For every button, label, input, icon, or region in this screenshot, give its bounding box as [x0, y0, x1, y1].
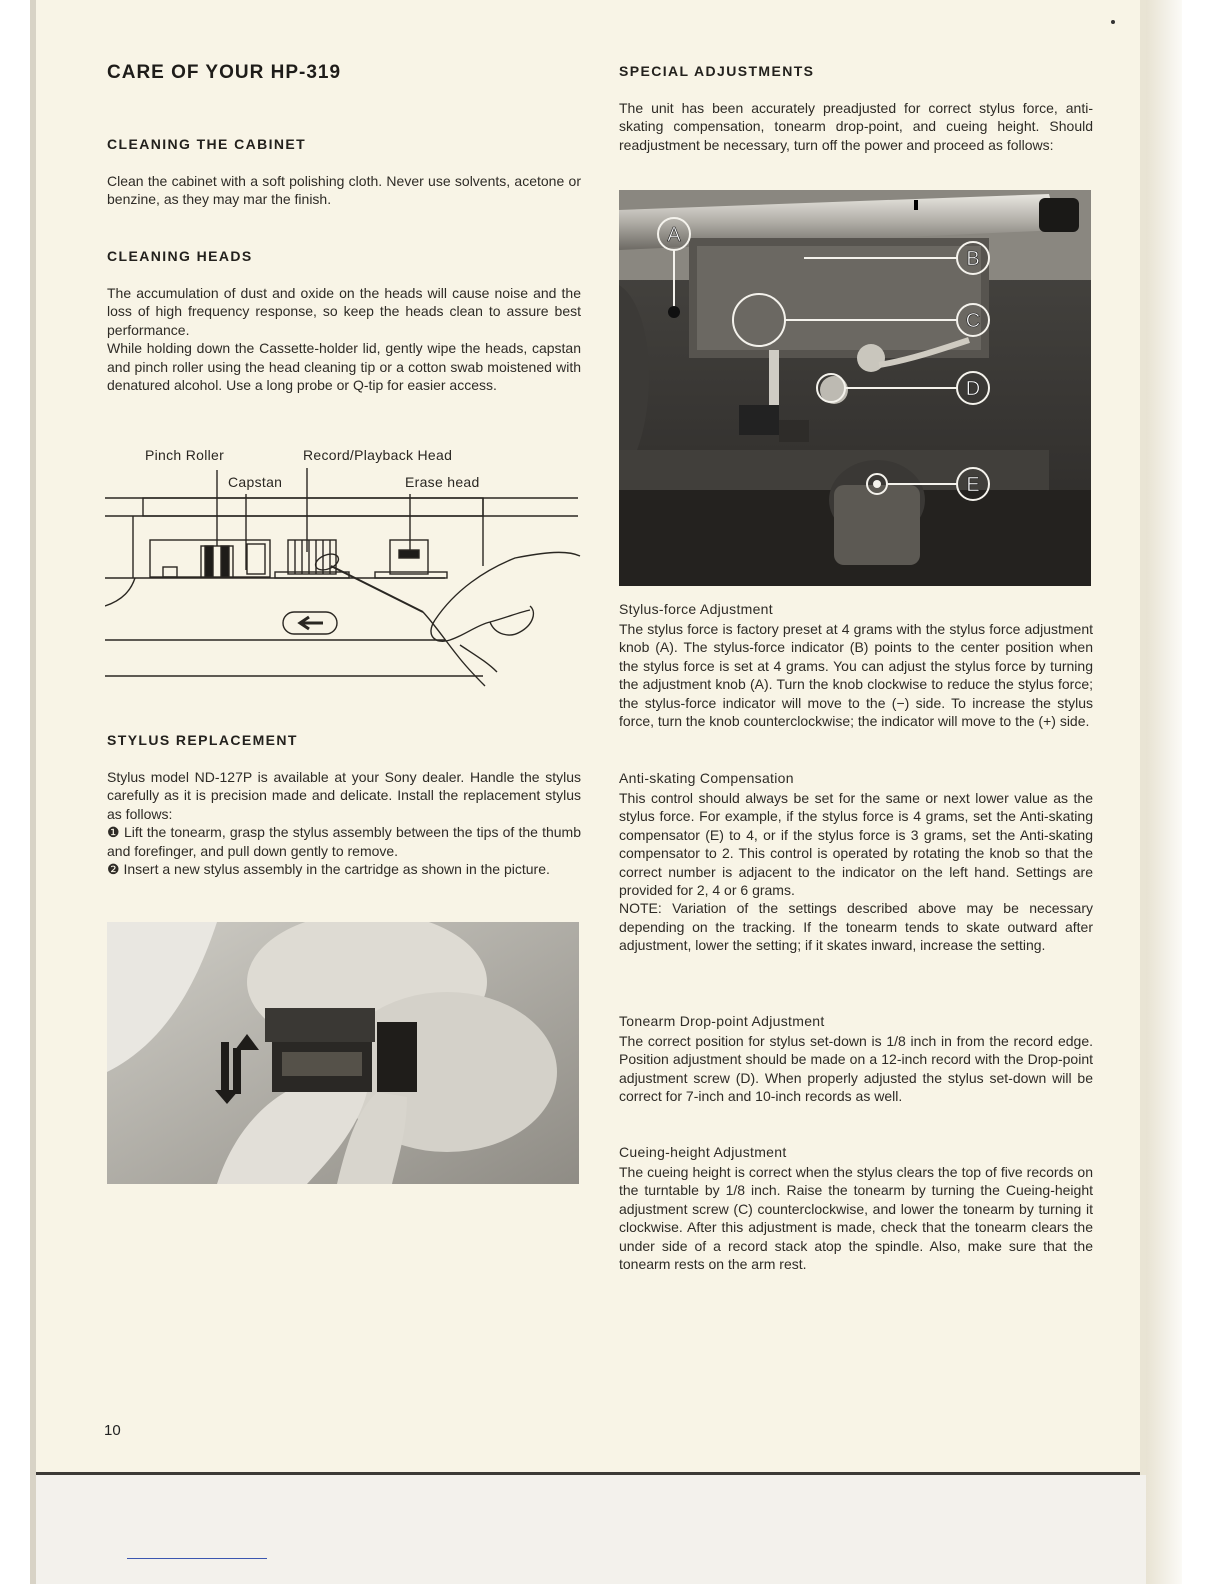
label-capstan: Capstan: [228, 474, 283, 490]
drop-point-heading: Tonearm Drop-point Adjustment: [619, 1013, 825, 1029]
cueing-paragraph: The cueing height is correct when the stylus clears the top of five records on the turntable by 1/8 inch. Raise the tonearm by turning the Cueing-height adjustment screw (C) counterclockwise, and lower the tonearm by turning it clockwise. After this adjustment is made, check that the tonearm clears the under side of a record stack atop the spindle. Also, make sure that the tonearm rests on the arm rest.: [619, 1164, 1093, 1273]
head-cleaning-diagram: [105, 440, 583, 690]
cleaning-heads-text: [107, 284, 581, 394]
stylus-force-text: [619, 620, 1093, 730]
cleaning-cabinet-heading: CLEANING THE CABINET: [107, 136, 307, 152]
scan-mark: [127, 1558, 267, 1559]
special-adjustments-heading: SPECIAL ADJUSTMENTS: [619, 63, 815, 79]
step-2-marker: ❷: [107, 861, 120, 878]
step-1-marker: ❶: [107, 824, 120, 841]
stylus-force-paragraph: The stylus force is factory preset at 4 grams with the stylus force adjustment knob (A). The stylus-force indicator (B) points to the center position when the stylus force is set at 4 grams. You can adjust the stylus force by turning the adjustment knob (A). Turn the knob clockwise to reduce the stylus force; the stylus-force indicator will move to the (−) side. To increase the stylus force, turn the knob counterclockwise; the indicator will move to the (+) side.: [619, 621, 1093, 730]
stylus-step-1: [107, 823, 581, 860]
tonearm-adjustment-photo: [619, 190, 1091, 586]
label-erase-head: Erase head: [405, 474, 480, 490]
anti-skating-note: NOTE: Variation of the settings described above may be necessary depending on the tracking. If the tonearm tends to skate outward after adjustment, lower the setting; if it skates inward, increase the setting.: [619, 900, 1093, 954]
photo-label-b: B: [966, 248, 980, 270]
cleaning-heads-paragraph-1: The accumulation of dust and oxide on the heads will cause noise and the loss of high frequency response, so keep the heads clean to assure best performance.: [107, 285, 581, 338]
cueing-text: [619, 1163, 1093, 1273]
anti-skating-heading: Anti-skating Compensation: [619, 770, 794, 786]
step-2-text: Insert a new stylus assembly in the cartridge as shown in the picture.: [123, 861, 550, 878]
stylus-replacement-intro: Stylus model ND-127P is available at your Sony dealer. Handle the stylus carefully as it is precision made and delicate. Install the replacement stylus as follows:: [107, 769, 581, 822]
photo-label-c: C: [965, 310, 981, 332]
drop-point-paragraph: The correct position for stylus set-down is 1/8 inch in from the record edge. Position adjustment should be made on a 12-inch record with the Drop-point adjustment screw (D). When properly adjusted the stylus set-down will be correct for 7-inch and 10-inch records as well.: [619, 1033, 1093, 1105]
label-pinch-roller: Pinch Roller: [145, 447, 225, 463]
stylus-insertion-illustration: [107, 922, 579, 1184]
cleaning-cabinet-text: [107, 172, 581, 209]
special-adjustments-paragraph: The unit has been accurately preadjusted for correct stylus force, anti-skating compensation, tonearm drop-point, and cueing height. Should readjustment be necessary, turn off the power and proceed as follows:: [619, 100, 1093, 153]
anti-skating-paragraph: This control should always be set for the same or next lower value as the stylus force. For example, if the stylus force is 4 grams, set the Anti-skating compensator (E) to 4, or if the stylus force is 3 grams, set the Anti-skating compensator to 2. This control is operated by rotating the knob so that the correct number is adjacent to the indicator on the left hand. Settings are provided for 2, 4 or 6 grams.: [619, 790, 1093, 899]
cleaning-heads-paragraph-2: While holding down the Cassette-holder lid, gently wipe the heads, capstan and pinch roller using the head cleaning tip or a cotton swab moistened with denatured alcohol. Use a long probe or Q-tip for easier access.: [107, 340, 581, 394]
scan-background: [36, 1475, 1146, 1584]
photo-label-d: D: [965, 378, 981, 400]
stylus-force-heading: Stylus-force Adjustment: [619, 601, 773, 617]
stylus-insertion-photo: [107, 922, 579, 1184]
page-number: 10: [104, 1422, 121, 1439]
photo-label-e: E: [966, 474, 980, 496]
cleaning-cabinet-paragraph: Clean the cabinet with a soft polishing cloth. Never use solvents, acetone or benzine, as they may mar the finish.: [107, 173, 581, 208]
page-title: CARE OF YOUR HP-319: [107, 62, 342, 83]
photo-label-a: A: [667, 224, 681, 246]
stylus-replacement-text: [107, 768, 581, 878]
stylus-replacement-heading: STYLUS REPLACEMENT: [107, 732, 298, 748]
page-edge-right: [1142, 0, 1182, 1584]
stylus-step-2: [107, 860, 581, 878]
scan-speck: [1111, 20, 1115, 24]
cleaning-heads-heading: CLEANING HEADS: [107, 248, 253, 264]
cueing-heading: Cueing-height Adjustment: [619, 1144, 787, 1160]
step-1-text: Lift the tonearm, grasp the stylus assembly between the tips of the thumb and forefinger, and pull down gently to remove.: [107, 824, 581, 859]
cassette-mechanism-drawing: [105, 440, 583, 690]
label-record-playback-head: Record/Playback Head: [303, 447, 453, 463]
anti-skating-text: [619, 789, 1093, 955]
drop-point-text: [619, 1032, 1093, 1106]
tonearm-illustration: [619, 190, 1091, 586]
special-adjustments-text: [619, 99, 1093, 154]
